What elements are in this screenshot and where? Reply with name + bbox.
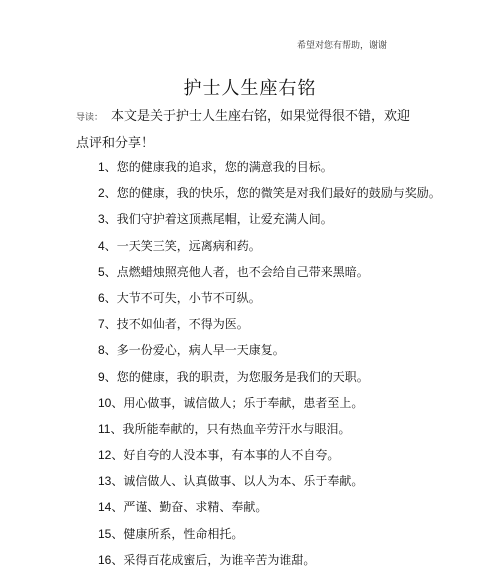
intro-text: 本文是关于护士人生座右铭，如果觉得很不错，欢迎点评和分享！ xyxy=(76,109,411,151)
motto-list xyxy=(98,157,498,576)
list-item-number: 16、 xyxy=(98,552,124,567)
list-item xyxy=(98,209,498,235)
list-item-text: 多一份爱心，病人早一天康复。 xyxy=(116,343,285,358)
list-item-text: 用心做事，诚信做人；乐于奉献，患者至上。 xyxy=(123,395,364,410)
list-item-number: 15、 xyxy=(98,526,124,541)
list-item-number: 3、 xyxy=(98,212,117,227)
list-item xyxy=(98,524,498,550)
list-item-text: 技不如仙者，不得为医。 xyxy=(116,317,249,332)
list-item-text: 我们守护着这顶燕尾帽，让爱充满人间。 xyxy=(116,212,333,227)
list-item xyxy=(98,497,498,523)
list-item-text: 点燃蜡烛照亮他人者，也不会给自己带来黑暗。 xyxy=(116,264,369,279)
list-item-text: 您的健康，我的快乐，您的微笑是对我们最好的鼓励与奖励。 xyxy=(116,186,441,201)
intro-label: 导读： xyxy=(76,113,104,123)
list-item-text: 一天笑三笑，远离病和药。 xyxy=(116,238,261,253)
list-item xyxy=(98,445,498,471)
list-item-text: 诚信做人、认真做事、以人为本、乐于奉献。 xyxy=(123,474,364,489)
list-item-text: 好自夸的人没本事，有本事的人不自夸。 xyxy=(123,448,340,463)
list-item-number: 1、 xyxy=(98,160,117,174)
list-item xyxy=(98,471,498,497)
list-item xyxy=(98,262,498,288)
list-item-text: 严谨、勤奋、求精、奉献。 xyxy=(123,500,268,515)
list-item-number: 2、 xyxy=(98,186,117,201)
header-note: 希望对您有帮助，谢谢 xyxy=(297,41,388,51)
list-item-number: 4、 xyxy=(98,238,117,253)
list-item-text: 健康所系，性命相托。 xyxy=(123,526,244,541)
list-item-number: 5、 xyxy=(98,264,117,279)
list-item xyxy=(98,183,498,209)
list-item-number: 10、 xyxy=(98,395,124,410)
list-item-text: 您的健康我的追求，您的满意我的目标。 xyxy=(116,160,333,174)
list-item xyxy=(98,419,498,445)
list-item-text: 大节不可失，小节不可纵。 xyxy=(116,290,261,305)
list-item-text: 我所能奉献的，只有热血辛劳汗水与眼泪。 xyxy=(122,421,351,436)
list-item-text: 采得百花成蜜后，为谁辛苦为谁甜。 xyxy=(123,552,316,567)
list-item-number: 8、 xyxy=(98,343,117,358)
list-item xyxy=(98,236,498,262)
list-item xyxy=(98,314,498,340)
list-item-number: 14、 xyxy=(98,500,124,515)
list-item xyxy=(98,288,498,314)
list-item-number: 13、 xyxy=(98,474,124,489)
list-item-number: 6、 xyxy=(98,290,117,305)
list-item-number: 12、 xyxy=(98,448,124,463)
list-item xyxy=(98,393,498,419)
list-item-number: 9、 xyxy=(98,369,117,384)
list-item xyxy=(98,367,498,393)
list-item-number: 11、 xyxy=(98,421,123,436)
intro-paragraph xyxy=(76,104,416,157)
list-item xyxy=(98,340,498,366)
list-item-number: 7、 xyxy=(98,317,117,332)
list-item xyxy=(98,550,498,576)
list-item xyxy=(98,157,498,183)
list-item-text: 您的健康，我的职责，为您服务是我们的天职。 xyxy=(116,369,369,384)
page-title: 护士人生座右铭 xyxy=(183,78,317,99)
